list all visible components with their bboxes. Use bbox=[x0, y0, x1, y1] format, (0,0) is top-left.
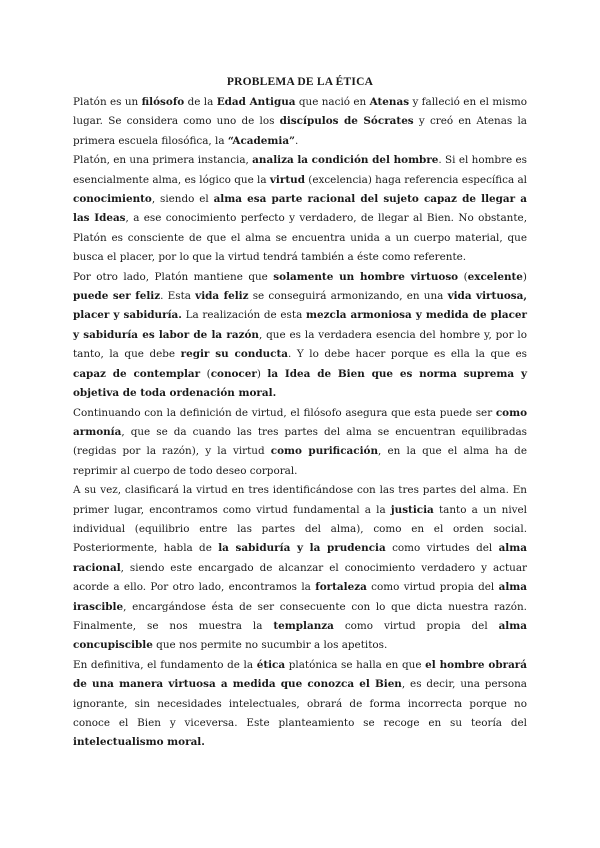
bold-text: analiza la condición del hombre bbox=[252, 154, 439, 167]
text-run: ) bbox=[256, 367, 268, 380]
bold-text: como purificación bbox=[270, 445, 379, 458]
bold-text: templanza bbox=[273, 619, 334, 632]
text-run: . Si el hombre es esencialmente alma, es lógico que la bbox=[73, 154, 528, 186]
bold-text: “Academia” bbox=[227, 134, 296, 147]
bold-text: fortaleza bbox=[315, 581, 367, 594]
document-title: PROBLEMA DE LA ÉTICA bbox=[226, 76, 374, 88]
bold-text: la sabiduría y la prudencia bbox=[218, 542, 386, 555]
text-run: ( bbox=[200, 367, 211, 380]
bold-text: ética bbox=[256, 658, 286, 671]
text-run: Platón, en una primera instancia, bbox=[73, 154, 253, 167]
text-run: , es decir, una persona ignorante, sin necesidades intelectuales, obrará de forma incorrecta porque no conoce el Bien y viceversa. Este planteamiento se recoge en su teoría del bbox=[73, 678, 527, 729]
bold-text: mezcla armoniosa y medida de placer y sabiduría es labor de la razón bbox=[73, 309, 527, 341]
document-body bbox=[73, 93, 527, 753]
text-run: que nació en bbox=[295, 96, 370, 108]
bold-text: puede ser feliz bbox=[73, 290, 161, 303]
text-run: , encargándose ésta de ser consecuente con lo que dicta nuestra razón. Finalmente, se nos muestra la bbox=[73, 600, 527, 632]
bold-text: Edad Antigua bbox=[216, 96, 296, 108]
bold-text: como armonía bbox=[73, 406, 527, 438]
bold-text: alma irascible bbox=[73, 581, 528, 613]
text-run: como virtudes del bbox=[385, 542, 499, 555]
bold-text: intelectualismo moral. bbox=[73, 736, 205, 749]
bold-text: la Idea de Bien que es norma suprema y objetiva de toda ordenación moral. bbox=[73, 367, 527, 400]
text-run: A su vez, clasificará la virtud en tres identificándose con las tres partes del alma. En primer lugar, encontramos como virtud fundamental a la bbox=[73, 484, 527, 516]
bold-text: solamente un hombre virtuoso bbox=[273, 270, 459, 283]
text-run: En definitiva, el fundamento de la bbox=[73, 658, 257, 671]
text-run: , a ese conocimiento perfecto y verdadero, de llegar al Bien. No obstante, Platón es consciente de que el alma se encuentra unida a un cuerpo material, que busca el placer, por lo que la virtud tendrá también a éste como referente. bbox=[73, 212, 527, 264]
text-run: La realización de esta bbox=[181, 309, 306, 322]
paragraph bbox=[73, 151, 527, 267]
bold-text: alma esa parte racional del sujeto capaz de llegar a las Ideas bbox=[73, 193, 527, 225]
bold-text: excelente bbox=[467, 270, 523, 283]
bold-text: el hombre obrará de una manera virtuosa a medida que conozca el Bien bbox=[73, 658, 528, 691]
paragraph bbox=[73, 656, 527, 753]
text-run: . bbox=[295, 134, 299, 147]
bold-text: conocimiento bbox=[73, 193, 152, 206]
text-run: . Esta bbox=[160, 290, 196, 303]
text-run: platónica se halla en que bbox=[285, 658, 426, 671]
paragraph bbox=[73, 93, 527, 151]
text-run: (excelencia) haga referencia específica al bbox=[304, 173, 527, 186]
bold-text: vida feliz bbox=[195, 290, 249, 303]
paragraph bbox=[73, 268, 527, 404]
bold-text: regir su conducta bbox=[180, 348, 289, 361]
text-run: que nos permite no sucumbir a los apetitos. bbox=[152, 639, 388, 652]
text-run: tanto a un nivel individual (equilibrio entre las partes del alma), como en el orden social. Posteriormente, habla de bbox=[73, 503, 527, 555]
paragraph bbox=[73, 481, 527, 656]
bold-text: capaz de contemplar bbox=[73, 367, 201, 380]
text-run: , siendo el bbox=[151, 193, 214, 206]
bold-text: virtud bbox=[269, 173, 305, 186]
text-run: se conseguirá armonizando, en una bbox=[248, 290, 448, 303]
bold-text: discípulos de Sócrates bbox=[279, 115, 414, 128]
text-run: y creó en Atenas la primera escuela filosófica, la bbox=[73, 115, 527, 147]
bold-text: conocer bbox=[210, 367, 257, 380]
bold-text: justicia bbox=[390, 503, 434, 516]
text-run: Continuando con la definición de virtud, el filósofo asegura que esta puede ser bbox=[73, 406, 496, 419]
bold-text: alma racional bbox=[73, 542, 527, 574]
bold-text: alma concupiscible bbox=[73, 619, 527, 652]
text-run: , siendo este encargado de alcanzar el conocimiento verdadero y actuar acorde a ello. Por otro lado, encontramos la bbox=[73, 561, 527, 594]
text-run: . Y lo debe hacer porque es ella la que es bbox=[288, 348, 528, 361]
bold-text: filósofo bbox=[141, 96, 185, 108]
paragraph bbox=[73, 404, 527, 482]
text-run: y falleció en el mismo lugar. Se considera como uno de los bbox=[73, 96, 527, 128]
bold-text: vida virtuosa, placer y sabiduría. bbox=[73, 290, 528, 322]
text-run: , que es la verdadera esencia del hombre y, por lo tanto, la que debe bbox=[73, 328, 527, 361]
bold-text: Atenas bbox=[369, 96, 410, 108]
text-run: como virtud propia del bbox=[366, 581, 499, 594]
text-run: ) bbox=[522, 270, 527, 283]
text-run: de la bbox=[184, 96, 217, 108]
text-run: como virtud propia del bbox=[333, 619, 499, 632]
text-run: Por otro lado, Platón mantiene que bbox=[73, 270, 274, 283]
text-run: , que se da cuando las tres partes del alma se encuentran equilibradas (regidas por la razón), y la virtud bbox=[73, 425, 527, 458]
text-run: , en la que el alma ha de reprimir al cuerpo de todo deseo corporal. bbox=[73, 445, 527, 477]
text-run: Platón es un bbox=[73, 96, 142, 108]
text-run: ( bbox=[458, 270, 468, 283]
